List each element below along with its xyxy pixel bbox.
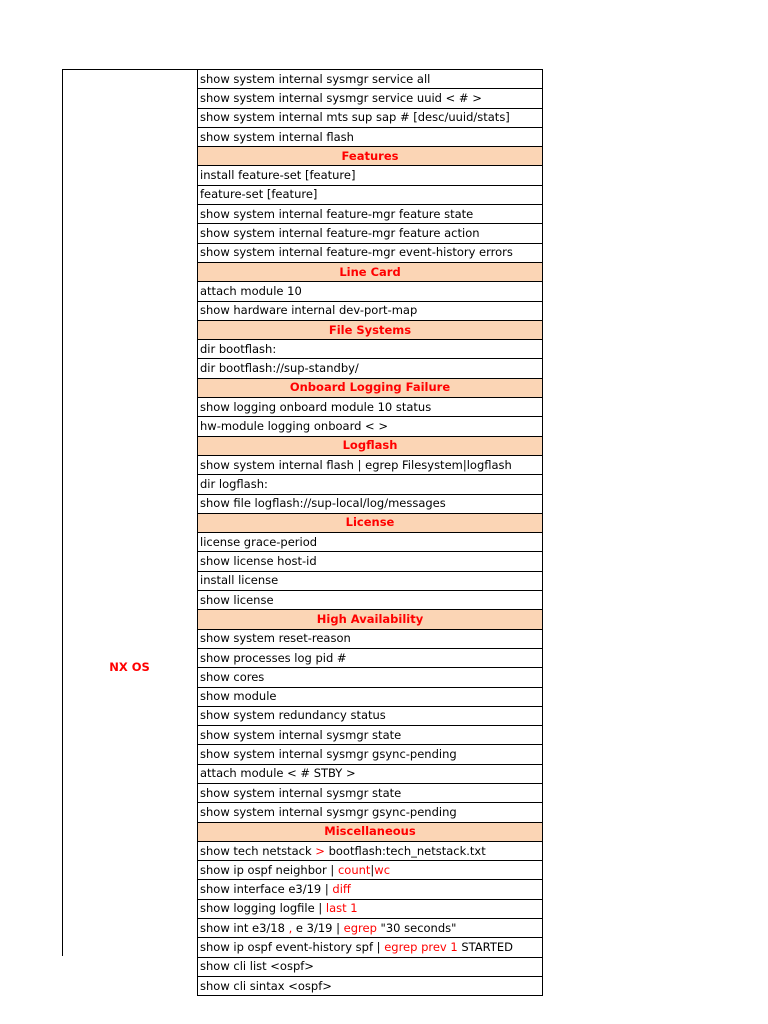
command-row <box>198 127 543 146</box>
command-cell <box>198 783 543 802</box>
section-header-cell <box>198 262 543 281</box>
command-text: File Systems <box>328 322 412 337</box>
command-text: "30 seconds" <box>376 920 457 935</box>
command-cell <box>198 475 543 494</box>
section-header-cell <box>198 610 543 629</box>
command-cell <box>198 398 543 417</box>
command-text: show logging logfile | <box>200 901 326 916</box>
section-header-row <box>198 147 543 166</box>
command-cell <box>198 205 543 224</box>
command-text: show module <box>200 689 277 704</box>
command-text: show system internal sysmgr service all <box>200 71 431 86</box>
command-cell <box>198 591 543 610</box>
command-text: e 3/19 | <box>292 920 344 935</box>
command-text: show system internal sysmgr service uuid < # > <box>200 90 482 105</box>
command-row <box>198 687 543 706</box>
command-text: show cores <box>200 669 265 684</box>
command-row <box>198 185 543 204</box>
command-text: show file logflash://sup-local/log/messages <box>200 496 446 511</box>
command-text: show logging onboard module 10 status <box>200 399 432 414</box>
section-header-cell <box>198 320 543 339</box>
section-header-row <box>198 436 543 455</box>
command-row <box>198 899 543 918</box>
command-cell <box>198 340 543 359</box>
command-row <box>198 783 543 802</box>
section-header-cell <box>198 147 543 166</box>
command-cell <box>198 127 543 146</box>
command-text: show system internal sysmgr gsync-pending <box>200 747 457 762</box>
command-text: show system internal feature-mgr event-history errors <box>200 245 513 260</box>
highlighted-token: diff <box>332 882 351 897</box>
command-cell <box>198 668 543 687</box>
highlighted-token: count <box>337 862 371 877</box>
command-cell <box>198 70 543 89</box>
section-header-cell <box>198 378 543 397</box>
command-cell <box>198 455 543 474</box>
command-row <box>198 475 543 494</box>
command-row <box>198 571 543 590</box>
highlighted-token: egrep prev 1 <box>384 940 458 954</box>
section-header-row <box>198 262 543 281</box>
command-cell <box>198 764 543 783</box>
command-cell <box>198 745 543 764</box>
command-text: show system internal sysmgr state <box>200 785 402 800</box>
command-row <box>198 166 543 185</box>
command-text: attach module < # STBY > <box>200 766 356 781</box>
highlighted-token: last 1 <box>325 901 358 916</box>
command-cell <box>198 571 543 590</box>
command-text: attach module 10 <box>200 283 302 298</box>
command-row <box>198 205 543 224</box>
command-text: Logflash <box>342 438 398 453</box>
command-text: show system internal sysmgr gsync-pending <box>200 804 457 819</box>
command-row <box>198 552 543 571</box>
command-cell <box>198 726 543 745</box>
command-cell <box>198 899 543 918</box>
command-cell <box>198 687 543 706</box>
command-text: show ip ospf event-history spf | <box>200 940 385 954</box>
command-row <box>198 976 543 995</box>
command-text: dir bootflash: <box>200 341 277 356</box>
command-text: show system internal feature-mgr feature action <box>200 226 480 241</box>
command-row <box>198 957 543 976</box>
command-row <box>198 861 543 880</box>
command-text: show system internal sysmgr state <box>200 727 402 742</box>
command-text: show tech netstack <box>200 843 316 858</box>
highlighted-token: , <box>288 920 293 935</box>
command-text: show system internal mts sup sap # [desc/uuid/stats] <box>200 110 510 125</box>
command-text: License <box>345 515 395 530</box>
command-row <box>198 89 543 108</box>
command-cell <box>198 185 543 204</box>
command-cell <box>198 706 543 725</box>
highlighted-token: wc <box>374 862 391 877</box>
category-column <box>62 69 197 956</box>
section-header-row <box>198 513 543 532</box>
section-header-row <box>198 610 543 629</box>
command-row <box>198 224 543 243</box>
command-row <box>198 880 543 899</box>
command-text: dir logflash: <box>200 476 268 491</box>
command-row <box>198 108 543 127</box>
command-row <box>198 841 543 860</box>
command-row <box>198 803 543 822</box>
command-cell <box>198 629 543 648</box>
section-header-row <box>198 320 543 339</box>
command-row <box>198 726 543 745</box>
command-row <box>198 398 543 417</box>
command-cell <box>198 919 543 938</box>
command-row <box>198 648 543 667</box>
command-text: hw-module logging onboard < > <box>200 418 388 433</box>
command-row <box>198 591 543 610</box>
command-cell <box>198 359 543 378</box>
command-text: show hardware internal dev-port-map <box>200 303 418 318</box>
command-text: show int e3/18 <box>200 920 289 935</box>
command-text: Features <box>341 148 399 163</box>
command-text: show cli list <ospf> <box>200 959 314 974</box>
command-text: STARTED <box>457 940 513 954</box>
command-text: Onboard Logging Failure <box>289 380 451 395</box>
command-cell <box>198 880 543 899</box>
command-row <box>198 243 543 262</box>
command-row <box>198 629 543 648</box>
command-text: show license host-id <box>200 554 317 569</box>
command-row <box>198 938 543 957</box>
command-row <box>198 455 543 474</box>
highlighted-token: egrep <box>343 920 377 935</box>
command-cell <box>198 417 543 436</box>
command-cell <box>198 841 543 860</box>
command-cell <box>198 803 543 822</box>
command-cell <box>198 166 543 185</box>
command-text: show system reset-reason <box>200 631 351 646</box>
command-text: Line Card <box>339 264 401 279</box>
command-cell <box>198 494 543 513</box>
command-cell <box>198 533 543 552</box>
command-text: show license <box>200 592 274 607</box>
command-cell <box>198 938 543 957</box>
command-row <box>198 745 543 764</box>
command-cell <box>198 243 543 262</box>
section-header-cell <box>198 436 543 455</box>
command-text: show interface e3/19 | <box>200 882 333 897</box>
section-header-cell <box>198 513 543 532</box>
command-cell <box>198 282 543 301</box>
command-text: install license <box>200 573 279 588</box>
command-row <box>198 533 543 552</box>
command-text: install feature-set [feature] <box>200 168 356 183</box>
command-text: show system redundancy status <box>200 708 386 723</box>
section-header-row <box>198 378 543 397</box>
command-text: bootflash:tech_netstack.txt <box>324 843 486 858</box>
command-text: Miscellaneous <box>324 824 416 839</box>
command-text: show processes log pid # <box>200 650 347 665</box>
command-row <box>198 494 543 513</box>
highlighted-token: > <box>315 843 325 858</box>
command-text: show ip ospf neighbor | <box>200 862 338 877</box>
command-text: license grace-period <box>200 534 318 549</box>
command-row <box>198 282 543 301</box>
command-row <box>198 359 543 378</box>
command-text: show cli sintax <ospf> <box>200 978 332 993</box>
command-text: | <box>370 862 375 877</box>
command-row <box>198 919 543 938</box>
command-text: show system internal feature-mgr feature state <box>200 206 474 221</box>
command-text: show system internal flash | egrep Filesystem|logflash <box>200 457 512 472</box>
command-row <box>198 70 543 89</box>
command-table <box>197 69 543 996</box>
section-header-cell <box>198 822 543 841</box>
command-cell <box>198 552 543 571</box>
command-cell <box>198 224 543 243</box>
command-row <box>198 340 543 359</box>
section-header-row <box>198 822 543 841</box>
command-cell <box>198 108 543 127</box>
command-cell <box>198 648 543 667</box>
command-cell <box>198 89 543 108</box>
command-row <box>198 764 543 783</box>
command-cell <box>198 861 543 880</box>
command-cell <box>198 976 543 995</box>
command-row <box>198 668 543 687</box>
command-text: dir bootflash://sup-standby/ <box>200 361 359 376</box>
category-label: NX OS <box>109 660 150 674</box>
command-row <box>198 706 543 725</box>
command-text: show system internal flash <box>200 129 354 144</box>
command-text: High Availability <box>316 611 424 626</box>
command-row <box>198 417 543 436</box>
command-table-body <box>198 70 543 996</box>
command-cell <box>198 301 543 320</box>
command-text: feature-set [feature] <box>200 187 318 202</box>
command-cell <box>198 957 543 976</box>
command-row <box>198 301 543 320</box>
